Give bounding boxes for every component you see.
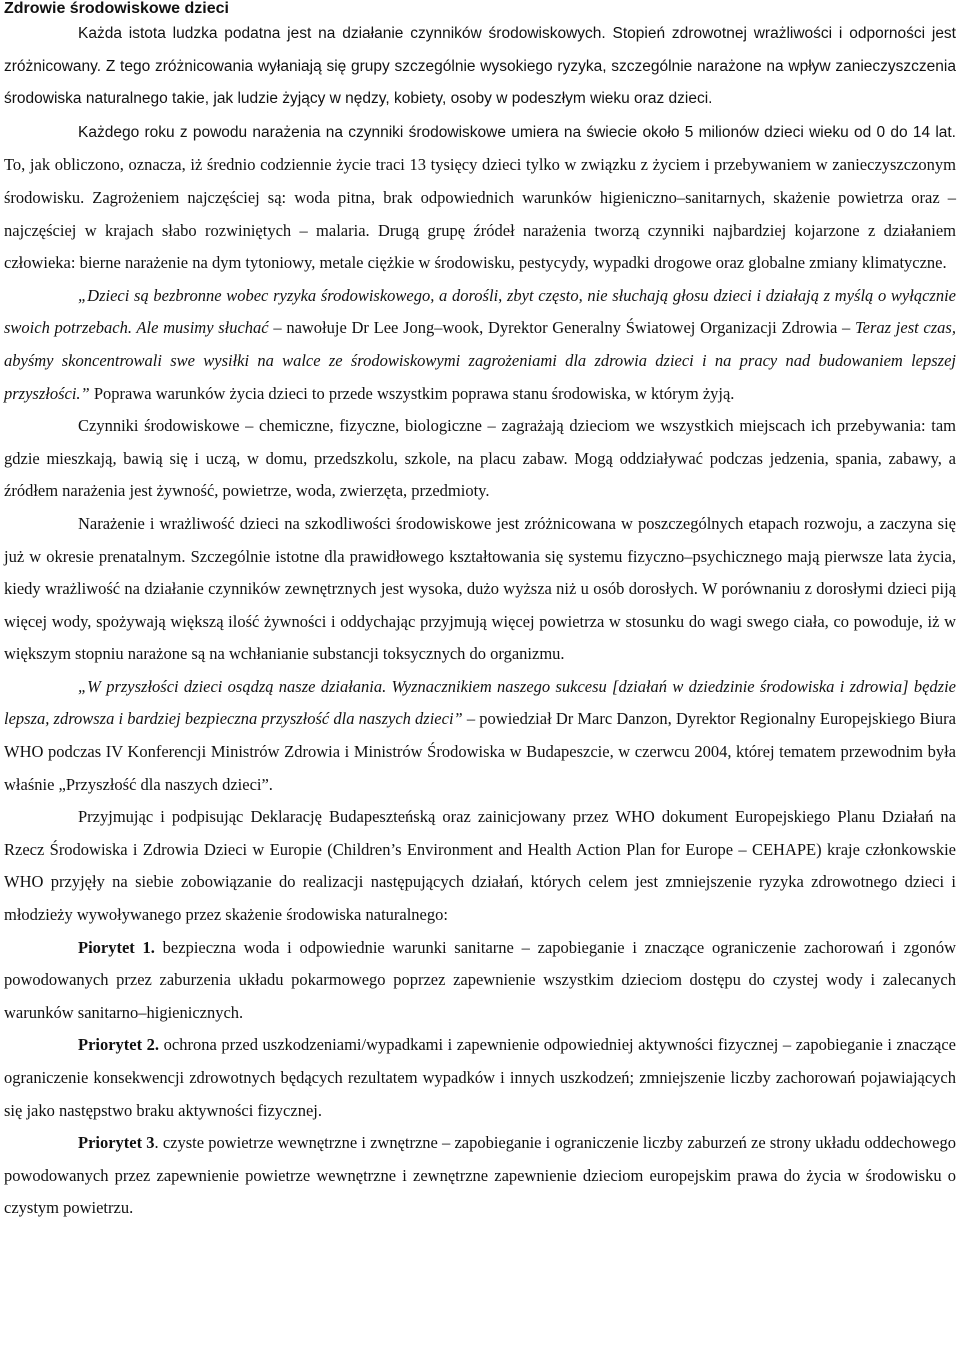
priority-label: Priorytet 3 (78, 1133, 155, 1153)
quote-lee-part2: Teraz jest czas, abyśmy skoncentrowali swe wysiłki na walce ze środowiskowymi zagrożeniami dla zdrowia dzieci i na pracy nad budowaniem lepszej przyszłości.” (4, 318, 956, 403)
paragraph-who-conclusion: Poprawa warunków życia dzieci to przede wszystkim poprawa stanu środowiska, w którym żyją. (89, 383, 735, 403)
mortality-sentence: Każdego roku z powodu narażenia na czynniki środowiskowe umiera na świecie około 5 milionów dzieci wieku od 0 do 14 lat. (78, 123, 956, 141)
quote-danzon-attribution: – powiedział Dr Marc Danzon, Dyrektor Regionalny Europejskiego Biura WHO podczas IV Konferencji Ministrów Zdrowia i Ministrów Środowiska w Budapeszcie, w czerwcu 2004, której tematem przewodnim była właśnie „Przyszłość dla naszych dzieci”. (4, 709, 957, 794)
priority-item (4, 1029, 956, 1127)
quote-lee-part1: „Dzieci są bezbronne wobec ryzyka środowiskowego, a dorośli, zbyt często, nie słuchają głosu dzieci i działają z myślą o wyłącznie swoich potrzebach. Ale musimy słuchać (4, 285, 956, 338)
priority-text: ochrona przed uszkodzeniami/wypadkami i zapewnienie odpowiedniej aktywności fizycznej – zapobieganie i znaczące ograniczenie konsekwencji zdrowotnych będących rezultatem wypadków i innych uszkodzeń; zmniejszenie liczby zachorowań pojawiających się jako następstwo braku aktywności fizycznej. (4, 1035, 956, 1120)
priority-label: Piorytet 1. (78, 937, 155, 957)
paragraph-danzon-quote (4, 671, 956, 801)
paragraph-vulnerability: Narażenie i wrażliwość dzieci na szkodliwości środowiskowe jest zróżnicowana w poszczególnych etapach rozwoju, a zaczyna się już w okresie prenatalnym. Szczególnie istotne dla prawidłowego kształtowania się systemu fizyczno–psychicznego mają pierwsze lata życia, kiedy wrażliwość na działanie czynników zewnętrznych jest wysoka, dużo wyższa niż u osób dorosłych. W porównaniu z dorosłymi dzieci piją więcej wody, spożywają większą ilość żywności i oddychając przyjmują więcej powietrza w stosunku do wagi swego ciała, co powoduje, iż w większym stopniu narażone są na wchłanianie substancji toksycznych do organizmu. (4, 513, 956, 664)
paragraph-mortality (4, 116, 956, 280)
paragraph-cehape: Przyjmując i podpisując Deklarację Budapeszteńską oraz zainicjowany przez WHO dokument Europejskiego Planu Działań na Rzecz Środowiska i Zdrowia Dzieci w Europie (Children’s Environment and Health Action Plan for Europe – CEHAPE) kraje członkowskie WHO przyjęły na siebie zobowiązanie do realizacji następujących działań, których celem jest zmniejszenie ryzyka zdrowotnego dzieci i młodzieży wywoływanego przez skażenie środowiska naturalnego: (4, 807, 956, 925)
priority-label: Priorytet 2. (78, 1035, 160, 1055)
priority-text: bezpieczna woda i odpowiednie warunki sanitarne – zapobieganie i znaczące ograniczenie zachorowań i zgonów powodowanych przez zaburzenia układu pokarmowego poprzez zapewnienie wszystkim dzieciom dostępu do czystej wody i zalecanych warunków sanitarno–higienicznych. (4, 937, 956, 1022)
document-title: Zdrowie środowiskowe dzieci (4, 0, 229, 17)
paragraph-intro: Każda istota ludzka podatna jest na działanie czynników środowiskowych. Stopień zdrowotnej wrażliwości i odporności jest zróżnicowany. Z tego zróżnicowania wyłaniają się grupy szczególnie wysokiego ryzyka, szczególnie narażone na wpływ zanieczyszczenia środowiska naturalnego takie, jak ludzie żyjący w nędzy, kobiety, osoby w podeszłym wieku oraz dzieci. (4, 25, 956, 108)
paragraph-environmental-factors: Czynniki środowiskowe – chemiczne, fizyczne, biologiczne – zagrażają dzieciom we wszystkich miejscach ich przebywania: tam gdzie mieszkają, bawią się i uczą, w domu, przedszkolu, szkole, na placu zabaw. Mogą oddziaływać podczas jedzenia, spania, zabawy, a źródłem narażenia jest żywność, powietrze, woda, zwierzęta, przedmioty. (4, 416, 956, 501)
priority-item (4, 932, 956, 1030)
quote-danzon: „W przyszłości dzieci osądzą nasze działania. Wyznacznikiem naszego sukcesu [działań w dziedzinie środowiska i zdrowia] będzie lepsza, zdrowsza i bardziej bezpieczna przyszłość dla naszych dzieci” (4, 676, 956, 729)
paragraph-who-quote (4, 280, 956, 410)
priority-item (4, 1127, 956, 1225)
quote-lee-attribution: – nawołuje Dr Lee Jong–wook, Dyrektor Generalny Światowej Organizacji Zdrowia – (268, 318, 856, 338)
mortality-details: To, jak obliczono, oznacza, iż średnio codziennie życie traci 13 tysięcy dzieci tylko w związku z życiem i przebywaniem w zanieczyszczonym środowisku. Zagrożeniem najczęściej są: woda pitna, brak odpowiednich warunków higieniczno–sanitarnych, skażenie powietrza oraz – najczęściej w krajach słabo rozwiniętych – malaria. Drugą grupę źródeł narażenia tworzą czynniki najbardziej kojarzone z działaniem człowieka: bierne narażenie na dym tytoniowy, metale ciężkie w środowisku, pestycydy, wypadki drogowe oraz globalne zmiany klimatyczne. (4, 155, 956, 273)
priority-text: . czyste powietrze wewnętrzne i zwnętrzne – zapobieganie i ograniczenie liczby zaburzeń ze strony układu oddechowego powodowanych przez zapewnienie powietrze wewnętrzne i zewnętrzne zapewnienie dzieciom europejskim prawa do życia w środowisku o czystym powietrzu. (4, 1133, 956, 1218)
